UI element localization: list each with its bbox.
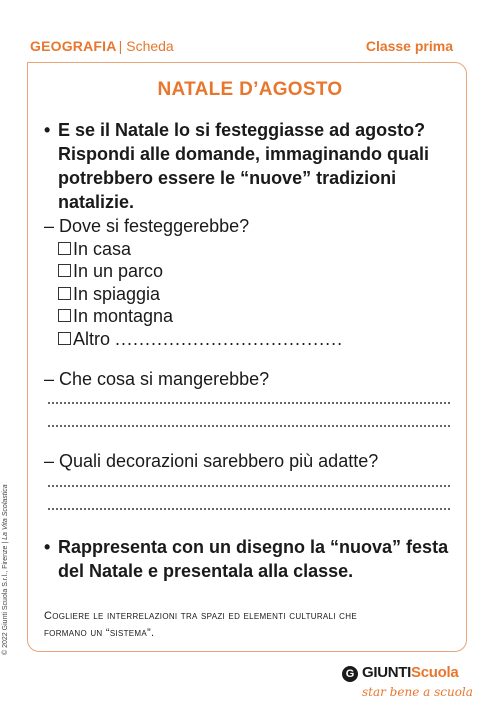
bullet-icon: •	[44, 120, 51, 140]
option-altro[interactable]	[58, 328, 343, 350]
question-where: – Dove si festeggerebbe?	[44, 216, 250, 236]
option-label: In montagna	[73, 306, 174, 326]
option-label: Altro	[73, 329, 111, 349]
option-in-casa[interactable]	[58, 238, 131, 260]
answer-line[interactable]	[47, 508, 452, 510]
checkbox-icon[interactable]	[58, 242, 71, 255]
logo-tagline: star bene a scuola	[362, 685, 473, 699]
worksheet-title: NATALE D’AGOSTO	[157, 79, 343, 100]
logo-g-icon: G	[342, 666, 358, 682]
logo-brand-orange: Scuola	[411, 664, 459, 681]
magazine-name: La Vita Scolastica	[2, 484, 9, 540]
option-in-spiaggia[interactable]	[58, 283, 160, 305]
sheet-type-label: Scheda	[126, 38, 174, 54]
task-line: Rispondi alle domande, immaginando quali	[58, 144, 430, 164]
option-label: In casa	[73, 239, 132, 259]
note-line: formano un “sistema”.	[44, 627, 155, 639]
task-line: natalizie.	[58, 192, 135, 212]
question-food: – Che cosa si mangerebbe?	[44, 369, 270, 389]
checkbox-icon[interactable]	[58, 264, 71, 277]
task-line: Rappresenta con un disegno la “nuova” festa	[58, 537, 449, 557]
copyright-notice	[2, 484, 9, 655]
logo-brand	[362, 664, 458, 681]
answer-line[interactable]	[47, 402, 452, 404]
task-line: potrebbero essere le “nuove” tradizioni	[58, 168, 397, 188]
note-line: Cogliere le interrelazioni tra spazi ed elementi culturali che	[44, 610, 357, 622]
subject-label: GEOGRAFIA	[30, 38, 117, 54]
copyright-text: © 2022 Giunti Scuola S.r.l., Firenze |	[2, 539, 9, 655]
bullet-icon: •	[44, 537, 51, 557]
answer-line[interactable]	[47, 485, 452, 487]
option-label: In spiaggia	[73, 284, 161, 304]
task-line: del Natale e presentala alla classe.	[58, 561, 354, 581]
task-line: E se il Natale lo si festeggiasse ad agosto?	[58, 120, 426, 140]
page-header	[30, 38, 453, 58]
header-separator: |	[118, 38, 123, 54]
answer-line[interactable]	[47, 425, 452, 427]
checkbox-icon[interactable]	[58, 287, 71, 300]
logo-brand-bold: GIUNTI	[362, 664, 412, 681]
learning-objective-note	[44, 608, 444, 642]
checkbox-icon[interactable]	[58, 309, 71, 322]
task-instruction-1	[44, 118, 456, 214]
option-label: In un parco	[73, 261, 164, 281]
checkbox-icon[interactable]	[58, 332, 71, 345]
question-decorations: – Quali decorazioni sarebbero più adatte?	[44, 451, 379, 471]
task-instruction-2	[44, 535, 456, 583]
option-in-un-parco[interactable]	[58, 260, 163, 282]
class-label: Classe prima	[365, 38, 453, 54]
giunti-scuola-logo	[342, 664, 473, 704]
answer-line[interactable]: ......................................	[115, 329, 344, 349]
option-in-montagna[interactable]	[58, 305, 173, 327]
